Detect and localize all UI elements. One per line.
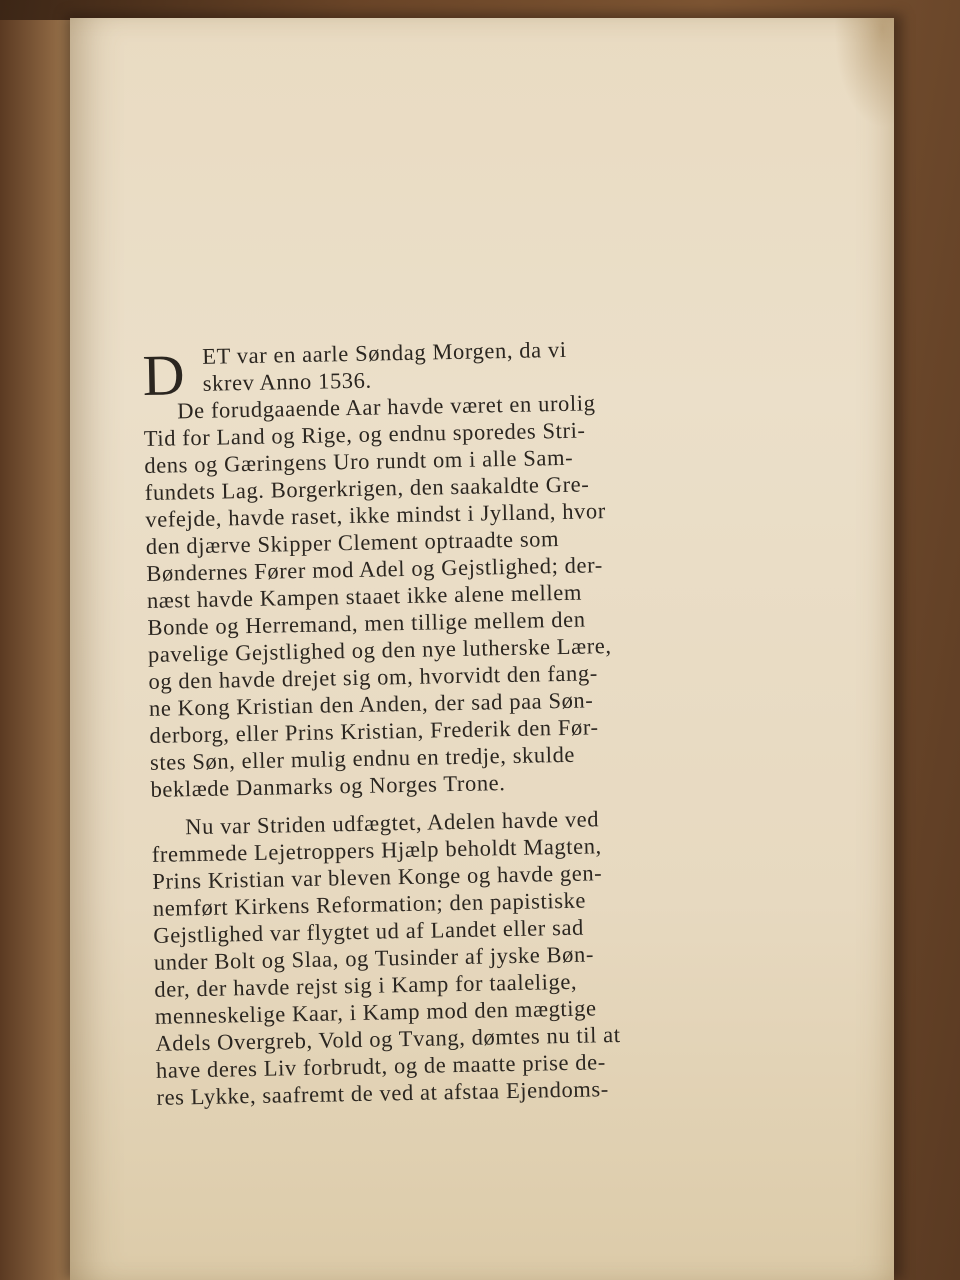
text-line: Bøndernes Fører mod Adel og Gejstlighed; der- [146,552,604,586]
paragraph-start: De forudgaaende Aar havde været en urolig [177,390,596,424]
text-line: Bonde og Herremand, men tillige mellem den [147,606,586,640]
text-line: Prins Kristian var bleven Konge og havde gen- [152,860,603,894]
text-line: ne Kong Kristian den Anden, der sad paa Søn- [148,687,594,721]
text-line: skrev Anno 1536. [202,367,372,396]
text-line: Adels Overgreb, Vold og Tvang, dømtes nu til at [155,1021,621,1056]
text-line: Tid for Land og Rige, og endnu sporedes Stri- [143,417,586,451]
text-line: menneskelige Kaar, i Kamp mod den mægtige [154,995,597,1029]
paragraph-start: Nu var Striden udfægtet, Adelen havde ved [185,806,600,840]
text-line: beklæde Danmarks og Norges Trone. [150,770,506,802]
text-line: fremmede Lejetroppers Hjælp beholdt Magten, [151,833,603,867]
text-line: og den havde drejet sig om, hvorvidt den fang- [148,660,599,694]
text-line: nemført Kirkens Reformation; den papistiske [152,887,587,921]
text-line: fundets Lag. Borgerkrigen, den saakaldte Gre- [144,471,590,505]
text-line: stes Søn, eller mulig endnu en tredje, skulde [149,741,576,775]
text-line: res Lykke, saafremt de ved at afstaa Ejendoms- [156,1076,610,1110]
text-line: næst havde Kampen staaet ikke alene mellem [146,579,583,613]
text-line: ET var en aarle Søndag Morgen, da vi [202,336,567,369]
text-line: have deres Liv forbrudt, og de maatte prise de- [155,1049,607,1083]
drop-cap: D [141,342,186,408]
text-line: derborg, eller Prins Kristian, Frederik den Før- [149,714,599,748]
page-stain [834,18,894,128]
text-line: vefejde, havde raset, ikke mindst i Jylland, hvor [145,498,607,532]
text-line: under Bolt og Slaa, og Tusinder af jyske Bøn- [153,941,595,975]
text-line: Gejstlighed var flygtet ud af Landet eller sad [153,914,585,948]
text-line: der, der havde rejst sig i Kamp for taalelige, [154,968,578,1002]
text-line: pavelige Gejstlighed og den nye lutherske Lære, [147,633,612,667]
text-line: dens og Gæringens Uro rundt om i alle Sam- [144,444,574,478]
text-line: den djærve Skipper Clement optraadte som [145,526,560,559]
body-text [142,331,825,1111]
